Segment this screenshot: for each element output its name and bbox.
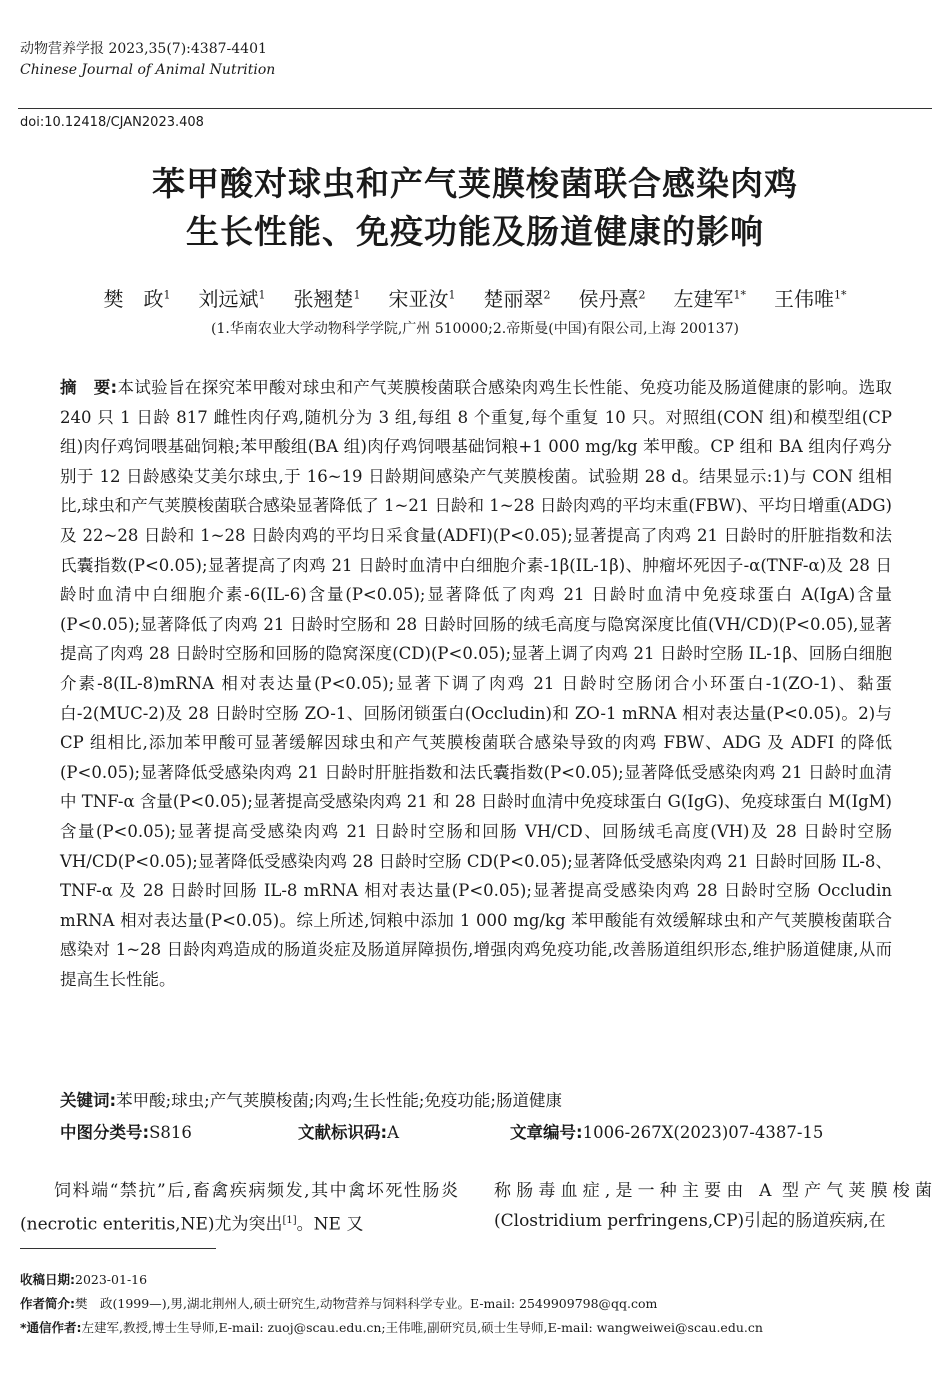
author: 侯丹熹$^2$ [578,287,646,311]
author: 王伟唯$^{1*}$ [774,287,847,311]
received-value: 2023-01-16 [75,1272,148,1287]
doc-code-value: A [387,1123,400,1142]
journal-name-en: Chinese Journal of Animal Nutrition [20,62,276,78]
bio-value: 樊 政(1999—),男,湖北荆州人,硕士研究生,动物营养与饲料科学专业。E-mail: 2549909798@qq.com [75,1296,658,1311]
clc-value: S816 [149,1123,192,1142]
author: 刘远斌$^1$ [198,287,266,311]
author: 樊 政$^1$ [103,287,171,311]
corresponding-label: *通信作者: [20,1320,82,1335]
paper-title-line-2: 生长性能、免疫功能及肠道健康的影响 [186,212,764,251]
footnote-corresponding [20,1318,763,1336]
body-text: 。NE 又 [296,1214,364,1235]
keywords [60,1087,892,1111]
header-rule [18,108,932,109]
affiliations: (1.华南农业大学动物科学学院,广州 510000;2.帝斯曼(中国)有限公司,上海 200137) [211,321,739,337]
abstract-text: 本试验旨在探究苯甲酸对球虫和产气荚膜梭菌联合感染肉鸡生长性能、免疫功能及肠道健康的影响。选取 240 只 1 日龄 817 雌性肉仔鸡,随机分为 3 组,每组 8 个重复,每个重复 10 只。对照组(CON 组)和模型组(CP 组)肉仔鸡饲喂基础饲粮;苯甲酸组(BA 组)肉仔鸡饲喂基础饲粮+1 000 mg/kg 苯甲酸。CP 组和 BA 组肉仔鸡分别于 12 日龄感染艾美尔球虫,于 16~19 日龄期间感染产气荚膜梭菌。试验期 28 d。结果显示:1)与 CON 组相比,球虫和产气荚膜梭菌联合感染显著降低了 1~21 日龄和 1~28 日龄肉鸡的平均末重(FBW)、平均日增重(ADG)及 22~28 日龄和 1~28 日龄肉鸡的平均日采食量(ADFI)(P<0.05);显著提高了肉鸡 21 日龄时的肝脏指数和法氏囊指数(P<0.05);显著提高了肉鸡 21 日龄时血清中白细胞介素-1β(IL-1β)、肿瘤坏死因子-α(TNF-α)及 28 日龄时血清中白细胞介素-6(IL-6)含量(P<0.05);显著降低了肉鸡 21 日龄时血清中免疫球蛋白 A(IgA)含量(P<0.05);显著降低了肉鸡 21 日龄时空肠和 28 日龄时回肠的绒毛高度与隐窝深度比值(VH/CD)(P<0.05),显著提高了肉鸡 28 日龄时空肠和回肠的隐窝深度(CD)(P<0.05);显著上调了肉鸡 21 日龄时空肠 IL-1β、回肠白细胞介素-8(IL-8)mRNA 相对表达量(P<0.05);显著下调了肉鸡 21 日龄时空肠闭合小环蛋白-1(ZO-1)、黏蛋白-2(MUC-2)及 28 日龄时空肠 ZO-1、回肠闭锁蛋白(Occludin)和 ZO-1 mRNA 相对表达量(P<0.05)。2)与 CP 组相比,添加苯甲酸可显著缓解因球虫和产气荚膜梭菌联合感染导致的肉鸡 FBW、ADG 及 ADFI 的降低(P<0.05);显著降低受感染肉鸡 21 日龄时肝脏指数和法氏囊指数(P<0.05);显著降低受感染肉鸡 21 日龄时血清中 TNF-α 含量(P<0.05);显著提高受感染肉鸡 21 和 28 日龄时血清中免疫球蛋白 G(IgG)、免疫球蛋白 M(IgM)含量(P<0.05);显著提高受感染肉鸡 21 日龄时空肠和回肠 VH/CD、回肠绒毛高度(VH)及 28 日龄时空肠 VH/CD(P<0.05);显著降低受感染肉鸡 28 日龄时空肠 CD(P<0.05);显著降低受感染肉鸡 21 日龄时回肠 IL-8、TNF-α 及 28 日龄时回肠 IL-8 mRNA 相对表达量(P<0.05);显著提高受感染肉鸡 28 日龄时空肠 Occludin mRNA 相对表达量(P<0.05)。综上所述,饲粮中添加 1 000 mg/kg 苯甲酸能有效缓解球虫和产气荚膜梭菌联合感染对 1~28 日龄肉鸡造成的肠道炎症及肠道屏障损伤,增强肉鸡免疫功能,改善肠道组织形态,维护肠道健康,从而提高生长性能。 [60,378,892,989]
body-column-left [20,1176,458,1240]
author: 楚丽翠$^2$ [483,287,551,311]
author-list [0,283,950,312]
clc-label: 中图分类号: [60,1123,150,1142]
abstract-label: 摘 要: [60,378,118,397]
footnote-received [20,1270,147,1288]
abstract [60,373,892,994]
bio-label: 作者简介: [20,1296,75,1311]
article-number-label: 文章编号: [510,1123,583,1142]
body-column-right: 称肠毒血症,是一种主要由 A 型产气荚膜梭菌(Clostridium perfringens,CP)引起的肠道疾病,在 [494,1181,932,1231]
author: 宋亚汝$^1$ [388,287,456,311]
body-text: 饲料端“禁抗”后,畜禽疾病频发,其中禽坏死性肠炎(necrotic enteritis,NE)尤为突出 [20,1181,458,1235]
footnote-author-bio [20,1294,657,1312]
keywords-label: 关键词: [60,1091,117,1110]
doc-code-label: 文献标识码: [298,1123,388,1142]
corresponding-value: 左建军,教授,博士生导师,E-mail: zuoj@scau.edu.cn;王伟唯,副研究员,硕士生导师,E-mail: wangweiwei@scau.edu.cn [81,1320,763,1335]
keywords-text: 苯甲酸;球虫;产气荚膜梭菌;肉鸡;生长性能;免疫功能;肠道健康 [116,1091,562,1110]
journal-name-cn: 动物营养学报 2023,35(7):4387-4401 [20,41,267,57]
author: 左建军$^{1*}$ [673,287,746,311]
author: 张翘楚$^1$ [293,287,361,311]
paper-title-line-1: 苯甲酸对球虫和产气荚膜梭菌联合感染肉鸡 [152,164,798,203]
article-number-value: 1006-267X(2023)07-4387-15 [582,1123,824,1142]
doi: doi:10.12418/CJAN2023.408 [20,115,204,130]
received-label: 收稿日期: [20,1272,75,1287]
citation-ref[interactable]: [1] [282,1215,297,1226]
footnote-rule [20,1248,216,1249]
classification-row [60,1119,892,1143]
